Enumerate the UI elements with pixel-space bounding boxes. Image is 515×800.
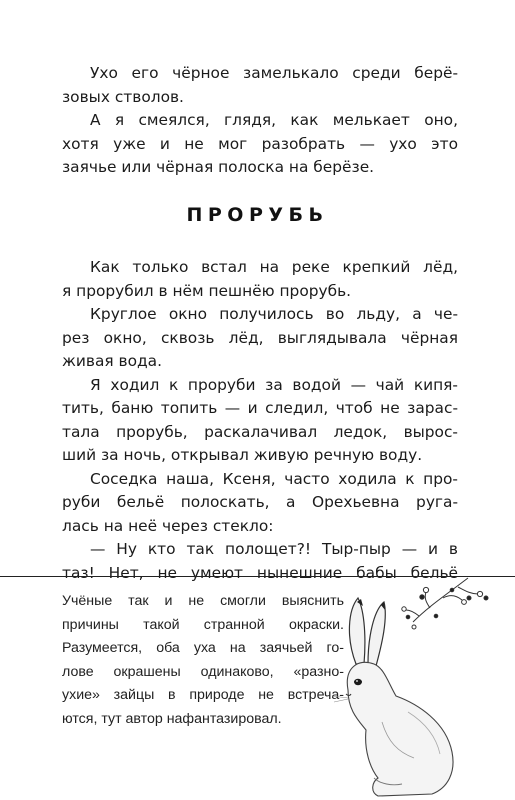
text-line: Ухо его чёрное замелькало среди берё- — [90, 64, 458, 82]
text-line: руби бельё полоскать, а Орехьевна руга- — [62, 493, 458, 511]
hare-illustration — [318, 572, 515, 800]
footnote-line: причины такой странной окраски. — [62, 616, 344, 633]
text-line: хотя уже и не мог разобрать — ухо это — [62, 134, 458, 153]
text-line: Круглое окно получилось во льду, а че- — [90, 305, 458, 323]
text-line: лась на неё через стекло: — [62, 516, 274, 535]
text-line: зовых стволов. — [62, 87, 184, 106]
chapter-paragraphs — [62, 256, 458, 585]
footnote-line: ухие» зайцы в природе не встреча- — [62, 687, 344, 703]
text-line: А я смеялся, глядя, как мелькает оно, — [90, 111, 458, 129]
footnote-line: Разумеется, оба уха на заячьей го- — [62, 640, 344, 656]
footnote-line: ются, тут автор нафантазировал. — [62, 710, 282, 727]
text-line: Как только встал на реке крепкий лёд, — [90, 258, 458, 276]
footnote-line: Учёные так и не смогли выяснить — [62, 593, 344, 609]
text-line: Соседка наша, Ксеня, часто ходила к про- — [90, 469, 458, 488]
text-line: ший за ночь, открывал живую речную воду. — [62, 446, 423, 464]
text-line: живая вода. — [62, 352, 162, 370]
text-line: рез окно, сквозь лёд, выглядывала чёрная — [62, 328, 458, 347]
berry-twig-icon — [402, 578, 488, 629]
text-line: заячье или чёрная полоска на берёзе. — [62, 158, 375, 176]
intro-paragraphs — [62, 62, 458, 180]
text-line: тала прорубь, раскалачивал ледок, вырос- — [62, 422, 458, 441]
text-line: тить, баню топить — и следил, чтоб не зараc- — [62, 399, 458, 417]
text-line: таз! Нет, не умеют нынешние бабы бельё — [62, 563, 458, 582]
footnote-line: лове окрашены одинаково, «разно- — [62, 663, 344, 680]
text-line: — Ну кто так полощет?! Тыр-пыр — и в — [90, 540, 458, 558]
chapter-title: ПРОРУБЬ — [186, 204, 329, 226]
text-line: я прорубил в нём пешнёю прорубь. — [62, 281, 352, 300]
text-line: Я ходил к проруби за водой — чай кипя- — [90, 375, 458, 394]
footnote — [62, 590, 344, 731]
